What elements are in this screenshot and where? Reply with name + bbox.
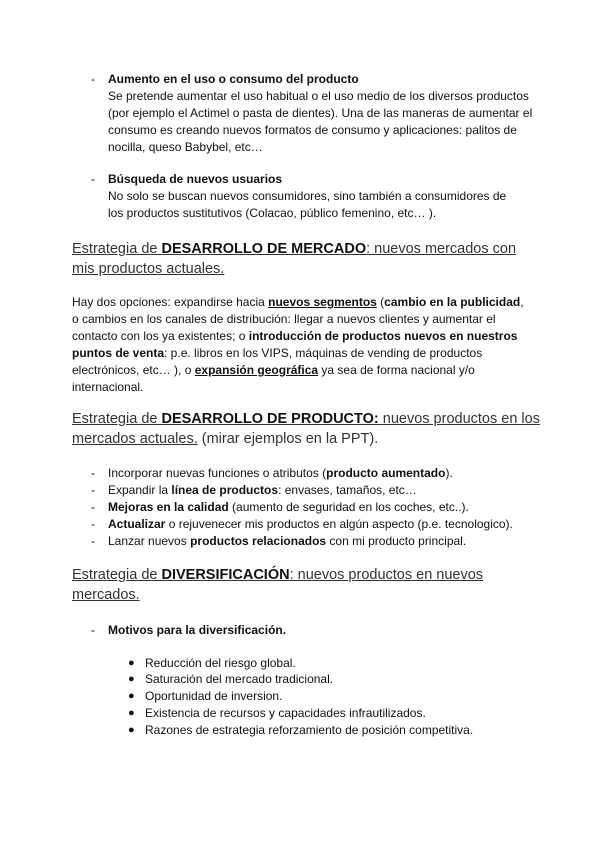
- list-dash: -: [91, 72, 95, 86]
- list-dash: -: [91, 517, 95, 531]
- list-item: Incorporar nuevas funciones o atributos (producto aumentado).: [108, 466, 453, 480]
- list-dash: -: [91, 534, 95, 548]
- bullet-item: Oportunidad de inversion.: [145, 689, 283, 703]
- section-heading: Estrategia de DESARROLLO DE MERCADO: nuevos mercados con mis productos actuales.: [72, 241, 517, 277]
- bullet-icon: ●: [128, 707, 135, 719]
- bullet-item: Razones de estrategia reforzamiento de posición competitiva.: [145, 723, 474, 737]
- list-item: Actualizar o rejuvenecer mis productos en algún aspecto (p.e. tecnologico).: [108, 517, 513, 531]
- item-body: No solo se buscan nuevos consumidores, sino también a consumidores de los productos sustitutivos (Colacao, público femenino, etc… ).: [108, 189, 507, 220]
- bullet-item: Saturación del mercado tradicional.: [145, 672, 334, 686]
- bullet-item: Existencia de recursos y capacidades infrautilizados.: [145, 706, 426, 720]
- list-item: Expandir la línea de productos: envases, tamaños, etc…: [108, 483, 417, 497]
- market-development-paragraph: Hay dos opciones: expandirse hacia nuevos segmentos (cambio en la publicidad, o cambios en los canales de distribución: llegar a nuevos clientes y aumentar el contacto con los ya existentes; o introducción de productos nuevos en nuestros puntos de venta: p.e. libros en los VIPS, máquinas de vending de productos electrónicos, etc… ), o expansión geográfica ya sea de forma nacional y/o internacional.: [72, 295, 524, 394]
- section-heading: Estrategia de DIVERSIFICACIÓN: nuevos productos en nuevos mercados.: [72, 567, 484, 603]
- section-heading: Estrategia de DESARROLLO DE PRODUCTO: nuevos productos en los mercados actuales. (mirar ejemplos en la PPT).: [72, 411, 540, 447]
- list-item: Lanzar nuevos productos relacionados con mi producto principal.: [108, 534, 467, 548]
- list-dash: -: [91, 623, 95, 637]
- bullet-icon: ●: [128, 657, 135, 669]
- motives-title: Motivos para la diversificación.: [108, 623, 287, 637]
- item-title: Búsqueda de nuevos usuarios: [108, 172, 283, 186]
- bullet-icon: ●: [128, 690, 135, 702]
- list-dash: -: [91, 483, 95, 497]
- bullet-icon: ●: [128, 724, 135, 736]
- list-dash: -: [91, 172, 95, 186]
- item-body: Se pretende aumentar el uso habitual o el uso medio de los diversos productos (por ejemplo el Actimel o pasta de dientes). Una de las maneras de aumentar el consumo es creando nuevos formatos de consumo y aplicaciones: palitos de nocilla, queso Babybel, etc…: [108, 89, 533, 154]
- bullet-icon: ●: [128, 673, 135, 685]
- list-dash: -: [91, 500, 95, 514]
- bullet-item: Reducción del riesgo global.: [145, 656, 296, 670]
- list-item: Mejoras en la calidad (aumento de seguridad en los coches, etc..).: [108, 500, 469, 514]
- item-title: Aumento en el uso o consumo del producto: [108, 72, 359, 86]
- list-dash: -: [91, 466, 95, 480]
